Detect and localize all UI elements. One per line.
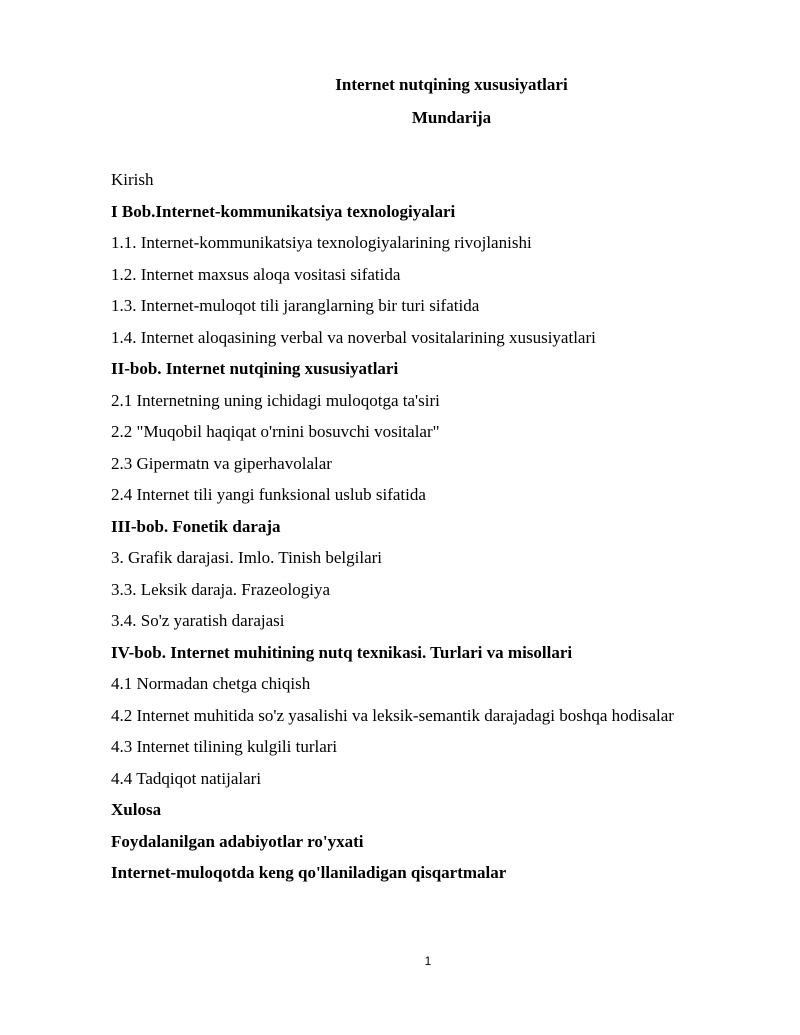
toc-item: 2.1 Internetning uning ichidagi muloqotga ta'siri [111,390,440,410]
toc-item: 1.4. Internet aloqasining verbal va noverbal vositalarining xususiyatlari [111,327,596,347]
toc-item: 1.3. Internet-muloqot tili jaranglarning bir turi sifatida [111,296,480,315]
toc-item: 1.1. Internet-kommunikatsiya texnologiyalarining rivojlanishi [111,233,532,252]
document-title: Internet nutqining xususiyatlari [335,75,568,94]
toc-item: 4.3 Internet tilining kulgili turlari [111,737,338,756]
toc-item: II-bob. Internet nutqining xususiyatlari [111,359,399,378]
page-number: 1 [424,954,432,968]
toc-item: 3.3. Leksik daraja. Frazeologiya [111,579,331,599]
toc-item: 3.4. So'z yaratish darajasi [111,611,285,630]
toc-item: Internet-muloqotda keng qo'llaniladigan qisqartmalar [111,863,507,882]
toc-item: 4.2 Internet muhitida so'z yasalishi va leksik-semantik darajadagi boshqa hodisalar [111,705,674,725]
toc-item: I Bob.Internet-kommunikatsiya texnologiyalari [111,201,456,221]
toc-item: Xulosa [111,800,162,819]
toc-item: Kirish [111,170,154,189]
toc-item: 2.3 Gipermatn va giperhavolalar [111,453,332,473]
toc-item: IV-bob. Internet muhitining nutq texnikasi. Turlari va misollari [111,642,573,662]
toc-item: 2.4 Internet tili yangi funksional uslub sifatida [111,485,426,504]
contents-heading: Mundarija [411,108,492,127]
toc-item: Foydalanilgan adabiyotlar ro'yxati [111,831,364,851]
table-of-contents [111,168,771,893]
toc-item: 4.4 Tadqiqot natijalari [111,768,262,788]
toc-item: III-bob. Fonetik daraja [111,516,281,536]
toc-item: 2.2 "Muqobil haqiqat o'rnini bosuvchi vositalar" [111,422,440,441]
toc-item: 4.1 Normadan chetga chiqish [111,674,311,693]
toc-item: 3. Grafik darajasi. Imlo. Tinish belgilari [111,548,383,567]
toc-item: 1.2. Internet maxsus aloqa vositasi sifatida [111,264,401,284]
